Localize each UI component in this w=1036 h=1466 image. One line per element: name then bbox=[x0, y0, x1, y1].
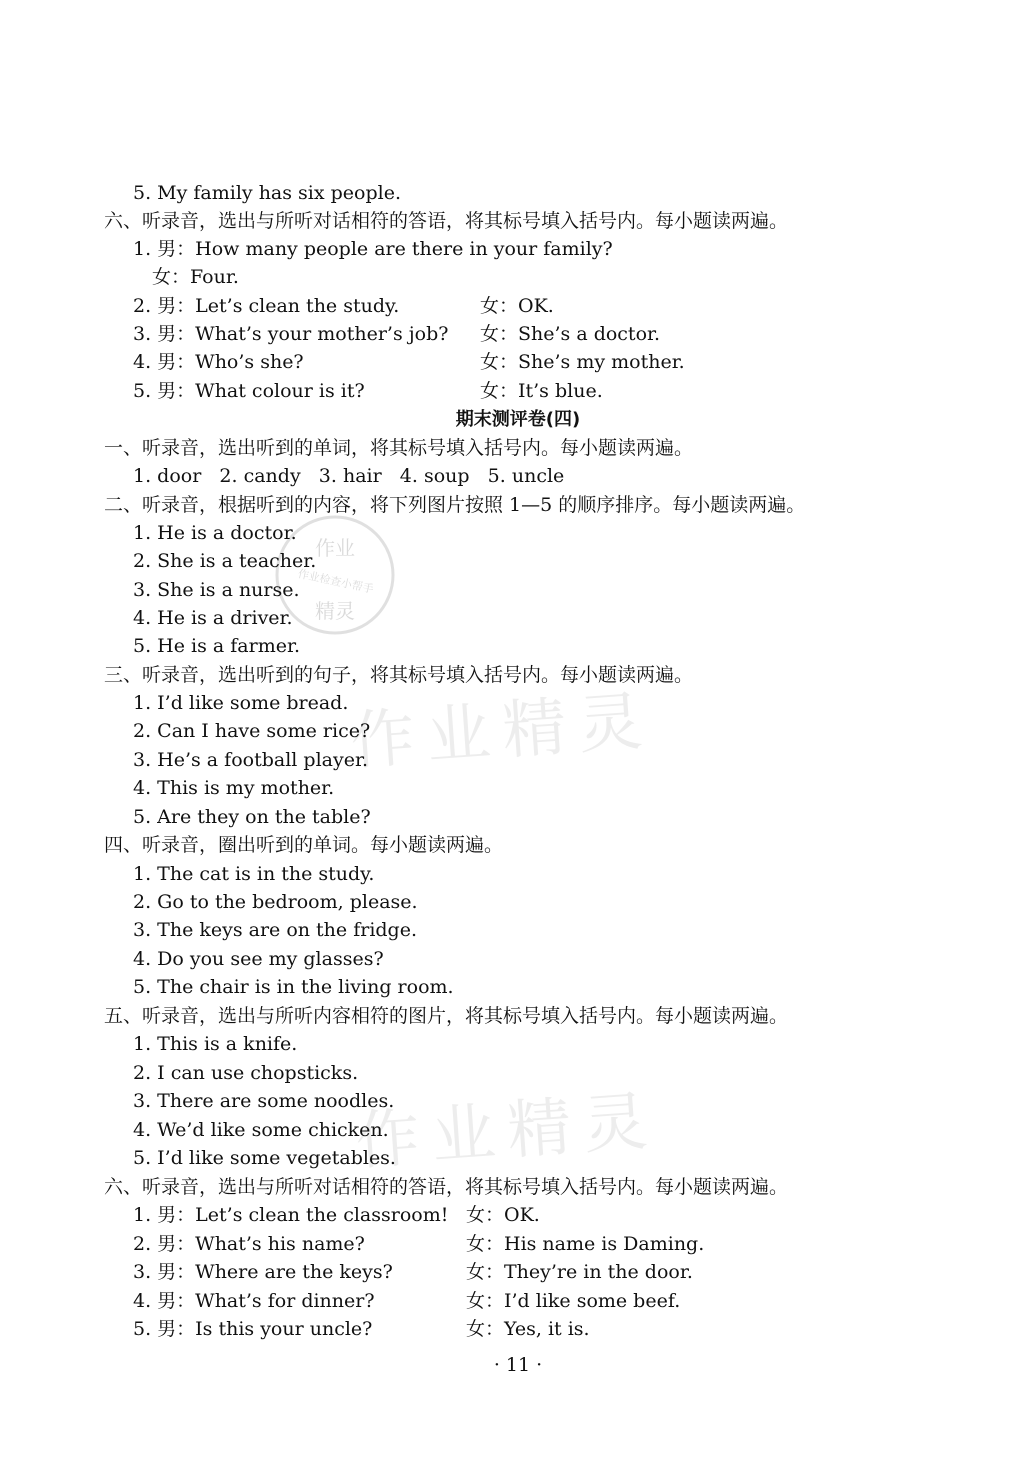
text-line: 3. The keys are on the fridge. bbox=[133, 919, 418, 941]
dialogue-answer: 女：OK. bbox=[480, 295, 554, 317]
dialogue-question: 4. 男：Who’s she? bbox=[133, 351, 304, 373]
text-line: 2. Can I have some rice? bbox=[133, 720, 371, 742]
dialogue-question: 1. 男：Let’s clean the classroom! bbox=[133, 1204, 449, 1226]
section-heading: 二、听录音，根据听到的内容，将下列图片按照 1—5 的顺序排序。每小题读两遍。 bbox=[104, 494, 806, 516]
section-heading: 四、听录音，圈出听到的单词。每小题读两遍。 bbox=[104, 834, 504, 856]
section-heading: 三、听录音，选出听到的句子，将其标号填入括号内。每小题读两遍。 bbox=[104, 664, 694, 686]
dialogue-answer: 女：His name is Daming. bbox=[466, 1233, 705, 1255]
text-line: 5. The chair is in the living room. bbox=[133, 976, 454, 998]
text-line: 1. I’d like some bread. bbox=[133, 692, 349, 714]
dialogue-question: 3. 男：Where are the keys? bbox=[133, 1261, 393, 1283]
stamp-mid-text: 作业检查小帮手 bbox=[296, 567, 375, 596]
page-number: · 11 · bbox=[493, 1354, 543, 1376]
text-line: 2. Go to the bedroom, please. bbox=[133, 891, 418, 913]
text-line: 2. I can use chopsticks. bbox=[133, 1062, 359, 1084]
dialogue-question: 5. 男：What colour is it? bbox=[133, 380, 365, 402]
dialogue-answer: 女：She’s a doctor. bbox=[480, 323, 661, 345]
text-line: 4. He is a driver. bbox=[133, 607, 293, 629]
text-line: 3. He’s a football player. bbox=[133, 749, 368, 771]
dialogue-question: 2. 男：Let’s clean the study. bbox=[133, 295, 400, 317]
dialogue-answer: 女：Yes, it is. bbox=[466, 1318, 590, 1340]
text-line: 5. I’d like some vegetables. bbox=[133, 1147, 396, 1169]
watermark: 作业精灵 bbox=[348, 684, 657, 780]
dialogue-answer: 女：It’s blue. bbox=[480, 380, 603, 402]
text-line: 2. She is a teacher. bbox=[133, 550, 317, 572]
section-heading: 六、听录音，选出与所听对话相符的答语，将其标号填入括号内。每小题读两遍。 bbox=[104, 1176, 789, 1198]
section-heading: 六、听录音，选出与所听对话相符的答语，将其标号填入括号内。每小题读两遍。 bbox=[104, 210, 789, 232]
text-line: 3. She is a nurse. bbox=[133, 579, 300, 601]
text-line: 3. There are some noodles. bbox=[133, 1090, 395, 1112]
dialogue-answer: 女：I’d like some beef. bbox=[466, 1290, 681, 1312]
dialogue-question: 4. 男：What’s for dinner? bbox=[133, 1290, 375, 1312]
text-line: 1. He is a doctor. bbox=[133, 522, 297, 544]
dialogue-question: 1. 男：How many people are there in your family? bbox=[133, 238, 613, 260]
stamp-bottom-text: 精灵 bbox=[315, 599, 355, 623]
dialogue-answer: 女：OK. bbox=[466, 1204, 540, 1226]
text-line: 4. Do you see my glasses? bbox=[133, 948, 384, 970]
dialogue-answer: 女：She’s my mother. bbox=[480, 351, 685, 373]
dialogue-question: 3. 男：What’s your mother’s job? bbox=[133, 323, 449, 345]
text-line: 1. This is a knife. bbox=[133, 1033, 298, 1055]
dialogue-answer: 女：They’re in the door. bbox=[466, 1261, 693, 1283]
text-line: 4. We’d like some chicken. bbox=[133, 1119, 389, 1141]
dialogue-answer: 女：Four. bbox=[152, 266, 239, 288]
dialogue-question: 2. 男：What’s his name? bbox=[133, 1233, 365, 1255]
text-line: 5. My family has six people. bbox=[133, 182, 402, 204]
section-heading: 一、听录音，选出听到的单词，将其标号填入括号内。每小题读两遍。 bbox=[104, 437, 694, 459]
section-heading: 五、听录音，选出与所听内容相符的图片，将其标号填入括号内。每小题读两遍。 bbox=[104, 1005, 789, 1027]
text-line: 1. door 2. candy 3. hair 4. soup 5. uncle bbox=[133, 465, 565, 487]
stamp-top-text: 作业 bbox=[315, 536, 355, 560]
text-line: 4. This is my mother. bbox=[133, 777, 335, 799]
text-line: 1. The cat is in the study. bbox=[133, 863, 375, 885]
watermark: 作业精灵 bbox=[353, 1084, 662, 1180]
text-line: 5. Are they on the table? bbox=[133, 806, 371, 828]
dialogue-question: 5. 男：Is this your uncle? bbox=[133, 1318, 373, 1340]
text-line: 5. He is a farmer. bbox=[133, 635, 300, 657]
exam-title: 期末测评卷(四) bbox=[455, 409, 581, 430]
